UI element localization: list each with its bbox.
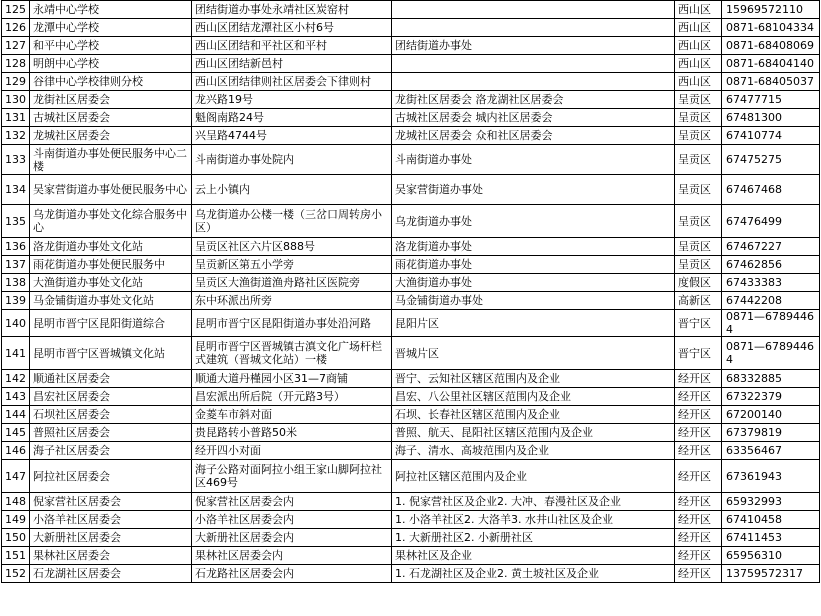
service-scope bbox=[392, 73, 675, 91]
district: 晋宁区 bbox=[675, 337, 722, 370]
district: 经开区 bbox=[675, 442, 722, 460]
site-address: 龙兴路19号 bbox=[192, 91, 392, 109]
site-address: 顺通大道丹槿园小区31—7商铺 bbox=[192, 370, 392, 388]
site-address: 西山区团结律则社区居委会下律则村 bbox=[192, 73, 392, 91]
site-name: 果林社区居委会 bbox=[30, 547, 192, 565]
table-row bbox=[2, 1, 820, 19]
site-name: 大渔街道办事处文化站 bbox=[30, 274, 192, 292]
site-name: 小洛羊社区居委会 bbox=[30, 511, 192, 529]
service-scope: 团结街道办事处 bbox=[392, 37, 675, 55]
site-name: 雨花街道办事处便民服务中 bbox=[30, 256, 192, 274]
district: 呈贡区 bbox=[675, 145, 722, 175]
site-name: 普照社区居委会 bbox=[30, 424, 192, 442]
district: 呈贡区 bbox=[675, 175, 722, 205]
phone-number: 67379819 bbox=[722, 424, 820, 442]
table-row bbox=[2, 37, 820, 55]
district: 经开区 bbox=[675, 565, 722, 583]
phone-number: 67322379 bbox=[722, 388, 820, 406]
district: 呈贡区 bbox=[675, 91, 722, 109]
district: 经开区 bbox=[675, 460, 722, 493]
phone-number: 67442208 bbox=[722, 292, 820, 310]
site-name: 阿拉社区居委会 bbox=[30, 460, 192, 493]
site-address: 西山区团结和平社区和平村 bbox=[192, 37, 392, 55]
district: 呈贡区 bbox=[675, 109, 722, 127]
site-address: 呈贡新区第五小学旁 bbox=[192, 256, 392, 274]
service-points-table bbox=[1, 0, 820, 583]
row-number: 138 bbox=[2, 274, 30, 292]
district: 经开区 bbox=[675, 547, 722, 565]
row-number: 146 bbox=[2, 442, 30, 460]
site-address: 乌龙街道办公楼一楼（三岔口周转房小区） bbox=[192, 205, 392, 238]
row-number: 151 bbox=[2, 547, 30, 565]
district: 呈贡区 bbox=[675, 205, 722, 238]
table-row bbox=[2, 442, 820, 460]
site-name: 海子社区居委会 bbox=[30, 442, 192, 460]
service-scope: 石坝、长春社区辖区范围内及企业 bbox=[392, 406, 675, 424]
service-scope bbox=[392, 55, 675, 73]
district: 呈贡区 bbox=[675, 238, 722, 256]
site-address: 昆明市晋宁区晋城镇古滇文化广场杆栏式建筑（晋城文化站）一楼 bbox=[192, 337, 392, 370]
table-row bbox=[2, 529, 820, 547]
service-scope: 龙街社区居委会 洛龙湖社区居委会 bbox=[392, 91, 675, 109]
site-address: 西山区团结新邑村 bbox=[192, 55, 392, 73]
phone-number: 67475275 bbox=[722, 145, 820, 175]
table-row bbox=[2, 460, 820, 493]
phone-number: 65932993 bbox=[722, 493, 820, 511]
service-scope: 古城社区居委会 城内社区居委会 bbox=[392, 109, 675, 127]
table-row bbox=[2, 55, 820, 73]
table-row bbox=[2, 370, 820, 388]
phone-number: 0871—67894464 bbox=[722, 310, 820, 337]
site-name: 和平中心学校 bbox=[30, 37, 192, 55]
site-name: 古城社区居委会 bbox=[30, 109, 192, 127]
site-name: 昆明市晋宁区晋城镇文化站 bbox=[30, 337, 192, 370]
site-address: 石龙路社区居委会内 bbox=[192, 565, 392, 583]
table-row bbox=[2, 145, 820, 175]
row-number: 130 bbox=[2, 91, 30, 109]
table-row bbox=[2, 91, 820, 109]
phone-number: 68332885 bbox=[722, 370, 820, 388]
service-scope: 1. 石龙湖社区及企业2. 黄土坡社区及企业 bbox=[392, 565, 675, 583]
row-number: 149 bbox=[2, 511, 30, 529]
district: 度假区 bbox=[675, 274, 722, 292]
row-number: 125 bbox=[2, 1, 30, 19]
service-scope: 1. 小洛羊社区2. 大洛羊3. 水井山社区及企业 bbox=[392, 511, 675, 529]
district: 经开区 bbox=[675, 388, 722, 406]
site-address: 倪家营社区居委会内 bbox=[192, 493, 392, 511]
row-number: 127 bbox=[2, 37, 30, 55]
row-number: 150 bbox=[2, 529, 30, 547]
service-scope: 1. 大新册社区2. 小新册社区 bbox=[392, 529, 675, 547]
phone-number: 67481300 bbox=[722, 109, 820, 127]
phone-number: 0871-68405037 bbox=[722, 73, 820, 91]
site-name: 昆明市晋宁区昆阳街道综合 bbox=[30, 310, 192, 337]
district: 高新区 bbox=[675, 292, 722, 310]
table-row bbox=[2, 511, 820, 529]
table-row bbox=[2, 205, 820, 238]
service-scope: 晋城片区 bbox=[392, 337, 675, 370]
table-row bbox=[2, 424, 820, 442]
site-address: 海子公路对面阿拉小组王家山脚阿拉社区469号 bbox=[192, 460, 392, 493]
site-name: 龙潭中心学校 bbox=[30, 19, 192, 37]
row-number: 140 bbox=[2, 310, 30, 337]
service-scope: 斗南街道办事处 bbox=[392, 145, 675, 175]
row-number: 144 bbox=[2, 406, 30, 424]
row-number: 141 bbox=[2, 337, 30, 370]
row-number: 135 bbox=[2, 205, 30, 238]
phone-number: 67410774 bbox=[722, 127, 820, 145]
district: 西山区 bbox=[675, 73, 722, 91]
phone-number: 67410458 bbox=[722, 511, 820, 529]
row-number: 142 bbox=[2, 370, 30, 388]
site-name: 龙城社区居委会 bbox=[30, 127, 192, 145]
district: 经开区 bbox=[675, 493, 722, 511]
phone-number: 15969572110 bbox=[722, 1, 820, 19]
service-scope: 雨花街道办事处 bbox=[392, 256, 675, 274]
site-name: 斗南街道办事处便民服务中心二楼 bbox=[30, 145, 192, 175]
service-scope: 吴家营街道办事处 bbox=[392, 175, 675, 205]
phone-number: 67433383 bbox=[722, 274, 820, 292]
district: 经开区 bbox=[675, 424, 722, 442]
service-scope: 1. 倪家营社区及企业2. 大冲、春漫社区及企业 bbox=[392, 493, 675, 511]
table-row bbox=[2, 547, 820, 565]
phone-number: 0871—67894464 bbox=[722, 337, 820, 370]
table-row bbox=[2, 73, 820, 91]
district: 西山区 bbox=[675, 37, 722, 55]
table-row bbox=[2, 493, 820, 511]
table-row bbox=[2, 238, 820, 256]
service-scope bbox=[392, 1, 675, 19]
service-scope: 大渔街道办事处 bbox=[392, 274, 675, 292]
row-number: 132 bbox=[2, 127, 30, 145]
service-scope: 洛龙街道办事处 bbox=[392, 238, 675, 256]
site-address: 团结街道办事处永靖社区炭窑村 bbox=[192, 1, 392, 19]
phone-number: 67361943 bbox=[722, 460, 820, 493]
table-row bbox=[2, 274, 820, 292]
service-scope: 昌宏、八公里社区辖区范围内及企业 bbox=[392, 388, 675, 406]
row-number: 128 bbox=[2, 55, 30, 73]
service-scope: 乌龙街道办事处 bbox=[392, 205, 675, 238]
site-address: 斗南街道办事处院内 bbox=[192, 145, 392, 175]
site-name: 大新册社区居委会 bbox=[30, 529, 192, 547]
phone-number: 67200140 bbox=[722, 406, 820, 424]
service-scope: 龙城社区居委会 众和社区居委会 bbox=[392, 127, 675, 145]
site-name: 昌宏社区居委会 bbox=[30, 388, 192, 406]
service-scope: 果林社区及企业 bbox=[392, 547, 675, 565]
row-number: 137 bbox=[2, 256, 30, 274]
row-number: 147 bbox=[2, 460, 30, 493]
site-address: 昌宏派出所后院（开元路3号） bbox=[192, 388, 392, 406]
site-address: 大新册社区居委会内 bbox=[192, 529, 392, 547]
row-number: 133 bbox=[2, 145, 30, 175]
site-name: 洛龙街道办事处文化站 bbox=[30, 238, 192, 256]
district: 西山区 bbox=[675, 19, 722, 37]
phone-number: 67476499 bbox=[722, 205, 820, 238]
site-name: 石龙湖社区居委会 bbox=[30, 565, 192, 583]
service-scope: 晋宁、云知社区辖区范围内及企业 bbox=[392, 370, 675, 388]
site-name: 吴家营街道办事处便民服务中心 bbox=[30, 175, 192, 205]
service-scope: 海子、清水、高坡范围内及企业 bbox=[392, 442, 675, 460]
row-number: 134 bbox=[2, 175, 30, 205]
district: 经开区 bbox=[675, 511, 722, 529]
district: 西山区 bbox=[675, 1, 722, 19]
table-row bbox=[2, 127, 820, 145]
site-address: 贵昆路转小普路50米 bbox=[192, 424, 392, 442]
site-address: 东中环派出所旁 bbox=[192, 292, 392, 310]
site-name: 龙街社区居委会 bbox=[30, 91, 192, 109]
table-row bbox=[2, 109, 820, 127]
table-row bbox=[2, 310, 820, 337]
site-address: 兴呈路4744号 bbox=[192, 127, 392, 145]
service-scope bbox=[392, 19, 675, 37]
site-name: 石坝社区居委会 bbox=[30, 406, 192, 424]
site-name: 马金铺街道办事处文化站 bbox=[30, 292, 192, 310]
district: 经开区 bbox=[675, 529, 722, 547]
site-address: 经开四小对面 bbox=[192, 442, 392, 460]
table-row bbox=[2, 19, 820, 37]
phone-number: 67477715 bbox=[722, 91, 820, 109]
phone-number: 65956310 bbox=[722, 547, 820, 565]
site-name: 谷律中心学校律则分校 bbox=[30, 73, 192, 91]
district: 呈贡区 bbox=[675, 256, 722, 274]
site-address: 呈贡区大渔街道渔舟路社区医院旁 bbox=[192, 274, 392, 292]
phone-number: 0871-68404140 bbox=[722, 55, 820, 73]
row-number: 148 bbox=[2, 493, 30, 511]
phone-number: 67467468 bbox=[722, 175, 820, 205]
site-address: 果林社区居委会内 bbox=[192, 547, 392, 565]
table-row bbox=[2, 337, 820, 370]
district: 晋宁区 bbox=[675, 310, 722, 337]
district: 呈贡区 bbox=[675, 127, 722, 145]
phone-number: 67467227 bbox=[722, 238, 820, 256]
site-name: 明朗中心学校 bbox=[30, 55, 192, 73]
row-number: 129 bbox=[2, 73, 30, 91]
phone-number: 0871-68408069 bbox=[722, 37, 820, 55]
row-number: 143 bbox=[2, 388, 30, 406]
table-row bbox=[2, 175, 820, 205]
district: 西山区 bbox=[675, 55, 722, 73]
service-scope: 阿拉社区辖区范围内及企业 bbox=[392, 460, 675, 493]
table-row bbox=[2, 292, 820, 310]
site-name: 乌龙街道办事处文化综合服务中心 bbox=[30, 205, 192, 238]
site-address: 魁阁南路24号 bbox=[192, 109, 392, 127]
service-scope: 昆阳片区 bbox=[392, 310, 675, 337]
district: 经开区 bbox=[675, 370, 722, 388]
table-row bbox=[2, 406, 820, 424]
service-scope: 马金铺街道办事处 bbox=[392, 292, 675, 310]
phone-number: 13759572317 bbox=[722, 565, 820, 583]
phone-number: 63356467 bbox=[722, 442, 820, 460]
district: 经开区 bbox=[675, 406, 722, 424]
site-address: 呈贡区社区六片区888号 bbox=[192, 238, 392, 256]
site-address: 云上小镇内 bbox=[192, 175, 392, 205]
service-scope: 普照、航天、昆阳社区辖区范围内及企业 bbox=[392, 424, 675, 442]
row-number: 152 bbox=[2, 565, 30, 583]
row-number: 139 bbox=[2, 292, 30, 310]
row-number: 131 bbox=[2, 109, 30, 127]
row-number: 145 bbox=[2, 424, 30, 442]
table-row bbox=[2, 388, 820, 406]
site-address: 金菱车市斜对面 bbox=[192, 406, 392, 424]
site-name: 顺通社区居委会 bbox=[30, 370, 192, 388]
site-name: 倪家营社区居委会 bbox=[30, 493, 192, 511]
row-number: 136 bbox=[2, 238, 30, 256]
site-address: 西山区团结龙潭社区小村6号 bbox=[192, 19, 392, 37]
phone-number: 67411453 bbox=[722, 529, 820, 547]
phone-number: 67462856 bbox=[722, 256, 820, 274]
table-body bbox=[2, 1, 820, 583]
table-row bbox=[2, 256, 820, 274]
site-address: 小洛羊社区居委会内 bbox=[192, 511, 392, 529]
table-row bbox=[2, 565, 820, 583]
phone-number: 0871-68104334 bbox=[722, 19, 820, 37]
site-name: 永靖中心学校 bbox=[30, 1, 192, 19]
site-address: 昆明市晋宁区昆阳街道办事处沿河路 bbox=[192, 310, 392, 337]
row-number: 126 bbox=[2, 19, 30, 37]
